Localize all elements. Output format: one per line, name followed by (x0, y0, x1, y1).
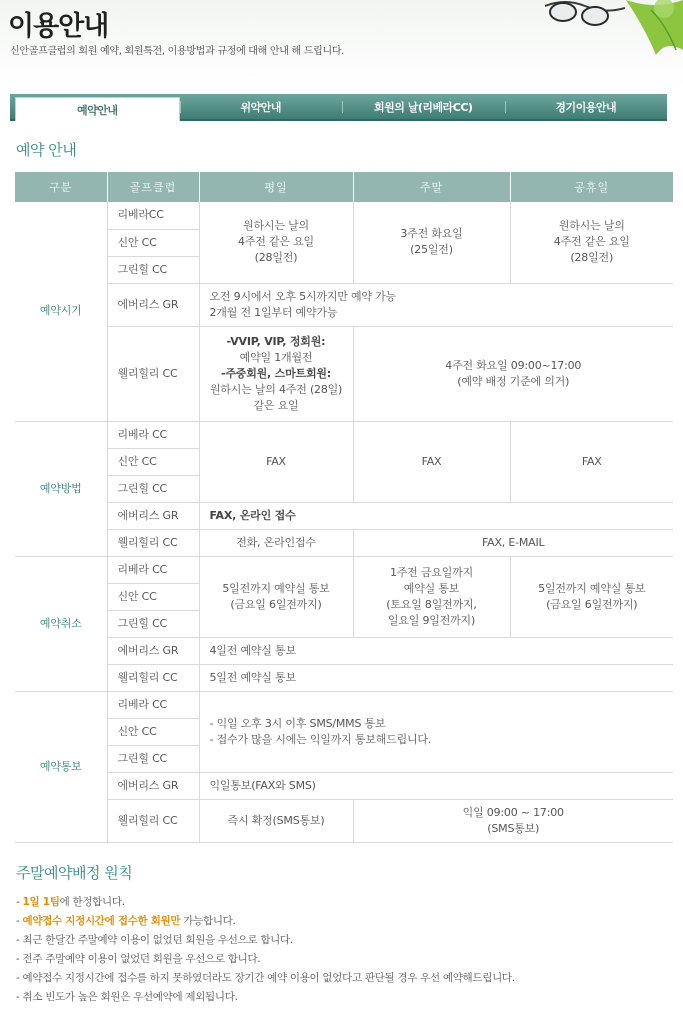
club-wellihilli: 웰리힐리 CC (107, 326, 199, 421)
timing-weekday (199, 202, 353, 283)
tab-play-info[interactable]: 경기이용안내 (505, 94, 668, 119)
method-weekend: FAX (353, 421, 510, 502)
cell-line: 5일전까지 예약실 통보 (538, 581, 646, 595)
cancel-holiday (510, 556, 673, 637)
club-shinan: 신안 CC (107, 718, 199, 745)
cell-line: -주중회원, 스마트회원: (220, 366, 331, 380)
timing-wellihilli-rest (353, 326, 673, 421)
club-wellihilli: 웰리힐리 CC (107, 664, 199, 691)
club-everest: 에버리스 GR (107, 502, 199, 529)
cell-line: 예약실 통보 (403, 581, 460, 595)
table-row (15, 772, 673, 799)
table-row (15, 556, 673, 583)
table-row (15, 326, 673, 421)
list-item (16, 893, 676, 912)
table-row (15, 202, 673, 229)
cell-line: 1주전 금요일까지 (389, 565, 474, 579)
club-shinan: 신안 CC (107, 229, 199, 256)
table-row (15, 691, 673, 718)
table-row (15, 502, 673, 529)
rule-text: - 전주 주말예약 이용이 없었던 회원을 우선으로 합니다. (16, 953, 261, 965)
header-club: 골프클럽 (107, 172, 199, 202)
notice-wellihilli-rest (353, 799, 673, 842)
timing-holiday (510, 202, 673, 283)
cell-line: (25일전) (410, 243, 453, 257)
method-holiday: FAX (510, 421, 673, 502)
cell-line: (28일전) (254, 251, 298, 265)
cell-line: (28일전) (570, 251, 614, 265)
table-row (15, 664, 673, 691)
rule-text: 에 한정합니다. (59, 896, 125, 908)
club-everest: 에버리스 GR (107, 637, 199, 664)
tab-reservation-info[interactable]: 예약안내 (15, 97, 180, 121)
cell-line: 4주전 화요일 09:00~17:00 (445, 358, 582, 372)
notice-wellihilli-weekday: 즉시 확정(SMS통보) (199, 799, 353, 842)
table-row (15, 529, 673, 556)
notice-everest: 익일통보(FAX와 SMS) (199, 772, 673, 799)
list-item (16, 950, 676, 969)
cell-line: (금요일 6일전까지) (546, 597, 638, 611)
club-libera: 리베라CC (107, 202, 199, 229)
header-category: 구분 (15, 172, 107, 202)
list-item (16, 969, 676, 988)
method-wellihilli-weekday: 전화, 온라인접수 (199, 529, 353, 556)
club-wellihilli: 웰리힐리 CC (107, 529, 199, 556)
tab-members-day[interactable]: 회원의 날(리베라CC) (342, 94, 505, 119)
rule-text: - (16, 896, 23, 908)
club-greenhill: 그린힐 CC (107, 745, 199, 772)
table-row (15, 421, 673, 448)
rule-text: 가능합니다. (180, 915, 236, 927)
page-title: 이용안내 (8, 11, 109, 42)
timing-weekend (353, 202, 510, 283)
page-subtitle: 신안골프클럽의 회원 예약, 회원특전, 이용방법과 규정에 대해 안내 해 드립니다. (10, 46, 345, 57)
club-shinan: 신안 CC (107, 583, 199, 610)
cell-line: 5일전까지 예약실 통보 (222, 581, 330, 595)
header-banner (0, 0, 683, 88)
rules-list (16, 893, 676, 1007)
club-libera: 리베라 CC (107, 691, 199, 718)
list-item (16, 988, 676, 1007)
club-shinan: 신안 CC (107, 448, 199, 475)
reservation-table (15, 172, 673, 843)
category-cancel: 예약취소 (15, 556, 107, 691)
category-notice: 예약통보 (15, 691, 107, 842)
cell-line: FAX, 온라인 접수 (209, 508, 296, 522)
table-row (15, 799, 673, 842)
cell-line: 같은 요일 (253, 398, 299, 412)
rule-text: - 예약접수 지정시간에 접수를 하지 못하였더라도 장기간 예약 이용이 없었다고 판단될 경우 우선 예약해드립니다. (16, 972, 515, 984)
leaf-illustration (606, 0, 683, 60)
club-libera: 리베라 CC (107, 421, 199, 448)
cell-line: 원하시는 날의 (558, 219, 625, 233)
method-everest (199, 502, 673, 529)
cell-line: - 접수가 많을 시에는 익일까지 통보해드립니다. (209, 732, 432, 746)
cell-line: - 익일 오후 3시 이후 SMS/MMS 통보 (209, 716, 386, 730)
club-everest: 에버리스 GR (107, 772, 199, 799)
cell-line: (SMS통보) (487, 821, 540, 835)
rule-highlight: 1일 1팀 (22, 896, 60, 908)
method-wellihilli-rest: FAX, E-MAIL (353, 529, 673, 556)
section-title-reservation: 예약 안내 (16, 141, 77, 159)
club-greenhill: 그린힐 CC (107, 256, 199, 283)
table-row (15, 637, 673, 664)
header-holiday: 공휴일 (510, 172, 673, 202)
tab-bar (10, 94, 667, 121)
club-libera: 리베라 CC (107, 556, 199, 583)
cell-line: (예약 배정 기준에 의거) (457, 374, 570, 388)
rule-highlight: 예약접수 지정시간에 접수한 회원만 (22, 915, 181, 927)
club-greenhill: 그린힐 CC (107, 475, 199, 502)
cell-line: 4주전 같은 요일 (553, 235, 630, 249)
method-weekday: FAX (199, 421, 353, 502)
cell-line: 익일 09:00 ~ 17:00 (462, 805, 564, 819)
timing-wellihilli-weekday (199, 326, 353, 421)
cell-line: (금요일 6일전까지) (230, 597, 322, 611)
cancel-weekend (353, 556, 510, 637)
category-timing: 예약시기 (15, 202, 107, 421)
rule-text: - 취소 빈도가 높은 회원은 우선예약에 제외됩니다. (16, 991, 238, 1003)
notice-group (199, 691, 673, 772)
tab-penalty-info[interactable]: 위약안내 (180, 94, 343, 119)
cancel-weekday (199, 556, 353, 637)
club-wellihilli: 웰리힐리 CC (107, 799, 199, 842)
list-item (16, 931, 676, 950)
timing-everest (199, 283, 673, 326)
cell-line: 원하시는 날의 (243, 219, 309, 233)
rule-text: - (16, 915, 23, 927)
cell-line: 원하시는 날의 4주전 (28일) (209, 382, 343, 396)
cell-line: 2개월 전 1일부터 예약가능 (209, 305, 338, 319)
cell-line: -VVIP, VIP, 정회원: (226, 334, 326, 348)
cancel-everest: 4일전 예약실 통보 (199, 637, 673, 664)
club-greenhill: 그린힐 CC (107, 610, 199, 637)
category-method: 예약방법 (15, 421, 107, 556)
cell-line: (토요일 8일전까지, (386, 597, 477, 611)
header-weekday: 평일 (199, 172, 353, 202)
cell-line: 예약일 1개월전 (239, 350, 313, 364)
cell-line: 일요일 9일전까지) (387, 613, 476, 627)
cell-line: 3주전 화요일 (400, 227, 463, 241)
cancel-wellihilli: 5일전 예약실 통보 (199, 664, 673, 691)
table-header-row (15, 172, 673, 202)
section-title-rules: 주말예약배정 원칙 (16, 864, 133, 882)
header-weekend: 주말 (353, 172, 510, 202)
cell-line: 4주전 같은 요일 (238, 235, 314, 249)
cell-line: 오전 9시에서 오후 5시까지만 예약 가능 (209, 289, 396, 303)
table-row (15, 283, 673, 326)
rule-text: - 최근 한달간 주말예약 이용이 없었던 회원을 우선으로 합니다. (16, 934, 293, 946)
club-everest: 에버리스 GR (107, 283, 199, 326)
list-item (16, 912, 676, 931)
